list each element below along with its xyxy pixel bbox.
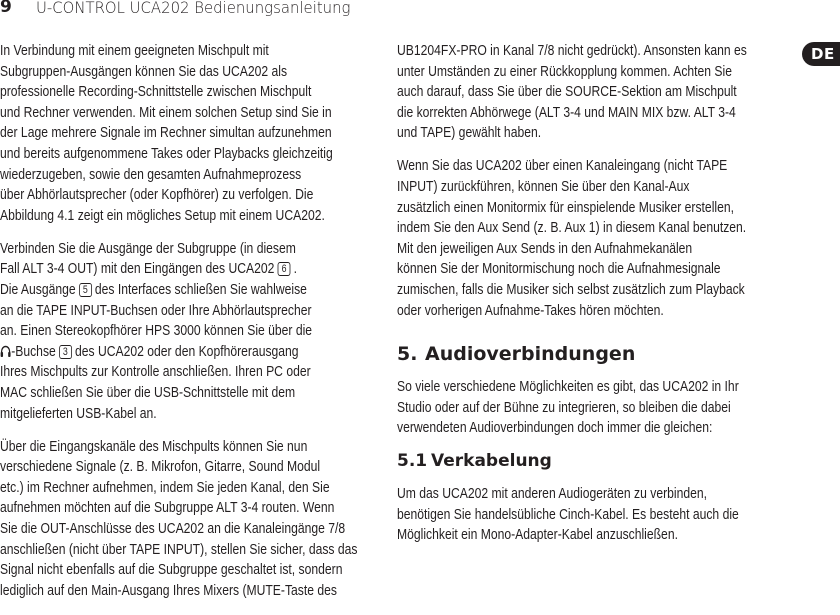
text-line xyxy=(0,259,304,280)
paragraph-setup-intro xyxy=(0,41,380,226)
text-segment: Die Ausgänge xyxy=(0,281,76,299)
text-line: über Abhörlautsprecher (oder Kopfhörer) zu verfolgen. Die xyxy=(0,186,314,204)
text-line: anschließen (nicht über TAPE INPUT), stellen Sie sicher, dass das xyxy=(0,540,358,558)
text-line: an. Einen Stereokopfhörer HPS 3000 können Sie über die xyxy=(0,322,313,340)
text-line: Abbildung 4.1 zeigt ein mögliches Setup mit einem UCA202. xyxy=(0,206,325,224)
text-line xyxy=(0,342,304,363)
text-line: können Sie der Monitormischung noch die Aufnahmesignale xyxy=(397,260,721,278)
reference-number-5: 5 xyxy=(79,283,92,297)
text-line: indem Sie den Aux Send (z. B. Aux 1) in diesem Kanal benutzen. xyxy=(397,219,747,237)
reference-number-3: 3 xyxy=(59,345,72,359)
text-line: Subgruppen-Ausgängen können Sie das UCA202 als xyxy=(0,62,288,80)
text-line: unter Umständen zu einer Rückkopplung kommen. Achten Sie xyxy=(397,62,732,80)
section-number: 5. xyxy=(397,343,418,366)
text-segment: . xyxy=(293,260,297,278)
text-segment: Fall ALT 3-4 OUT) mit den Eingängen des UCA202 xyxy=(0,260,275,278)
text-line: Um das UCA202 mit anderen Audiogeräten zu verbinden, xyxy=(397,485,708,502)
reference-number-6: 6 xyxy=(278,262,291,276)
paragraph-gap xyxy=(0,226,380,239)
subsection-number: 5.1 xyxy=(397,451,428,471)
subsection-title: Verkabelung xyxy=(431,451,552,471)
paragraph-monitor-mix xyxy=(397,156,777,321)
text-line: lediglich auf den Main-Ausgang Ihres Mixers (MUTE-Taste des xyxy=(0,581,337,599)
text-line: In Verbindung mit einem geeigneten Mischpult mit xyxy=(0,42,269,59)
text-line: Wenn Sie das UCA202 über einen Kanaleingang (nicht TAPE xyxy=(397,157,728,175)
text-line: auch darauf, dass Sie über die SOURCE-Sektion am Mischpult xyxy=(397,83,737,101)
section-title: Audioverbindungen xyxy=(425,343,636,366)
paragraph-cabling xyxy=(397,484,777,546)
text-line: Ihres Mischpults zur Kontrolle anschließen. Ihren PC oder xyxy=(0,363,311,381)
text-line: wiederzugeben, sowie den gesamten Aufnahmeprozess xyxy=(0,165,302,183)
paragraph-recording xyxy=(0,437,380,602)
subsection-heading-verkabelung xyxy=(397,449,777,473)
right-column xyxy=(397,41,777,546)
paragraph-connections xyxy=(0,239,380,424)
section-gap xyxy=(397,321,777,339)
text-segment: des UCA202 oder den Kopfhörerausgang xyxy=(74,342,299,360)
page-number: 9 xyxy=(0,0,12,17)
text-segment: des Interfaces schließen Sie wahlweise xyxy=(94,281,307,299)
text-line: und TAPE) gewählt haben. xyxy=(397,124,542,142)
language-badge: DE xyxy=(802,42,840,66)
text-line: Über die Eingangskanäle des Mischpults können Sie nun xyxy=(0,437,308,455)
text-line: Studio oder auf der Bühne zu integrieren, so bleiben die dabei xyxy=(397,398,731,416)
paragraph-gap xyxy=(0,424,380,437)
text-line: Sie die OUT-Anschlüsse des UCA202 an die Kanaleingänge 7/8 xyxy=(0,520,346,538)
text-line: der Lage mehrere Signale im Rechner simultan aufzunehmen xyxy=(0,124,332,142)
text-line: an die TAPE INPUT-Buchsen oder Ihre Abhörlautsprecher xyxy=(0,301,312,319)
text-line: zumischen, falls die Musiker sich selbst zusätzlich zum Playback xyxy=(397,281,745,299)
paragraph-audio-connections xyxy=(397,377,777,439)
text-line: UB1204FX-PRO in Kanal 7/8 nicht gedrückt). Ansonsten kann es xyxy=(397,42,747,59)
text-line: etc.) im Rechner aufnehmen, indem Sie jeden Kanal, den Sie xyxy=(0,478,330,496)
left-column xyxy=(0,41,380,601)
text-line: benötigen Sie handelsübliche Cinch-Kabel. Es besteht auch die xyxy=(397,505,739,523)
text-line: aufnehmen möchten auf die Subgruppe ALT 3-4 routen. Wenn xyxy=(0,499,335,517)
document-title: U-CONTROL UCA202 Bedienungsanleitung xyxy=(36,0,351,17)
text-line: Mit den jeweiligen Aux Sends in den Aufnahmekanälen xyxy=(397,239,693,257)
paragraph-feedback-warning xyxy=(397,41,777,144)
headphones-icon xyxy=(0,345,11,357)
text-line: und Rechner verwenden. Mit einem solchen Setup sind Sie in xyxy=(0,103,332,121)
text-line: Verbinden Sie die Ausgänge der Subgruppe (in diesem xyxy=(0,239,296,257)
text-line: verwendeten Audioverbindungen doch immer die gleichen: xyxy=(397,419,713,437)
section-gap xyxy=(397,439,777,449)
text-line xyxy=(0,280,307,301)
text-line: oder vorherigen Aufnahme-Takes hören möchten. xyxy=(397,301,664,319)
heading-gap xyxy=(397,367,777,377)
text-line: So viele verschiedene Möglichkeiten es gibt, das UCA202 in Ihr xyxy=(397,378,739,396)
text-line: verschiedene Signale (z. B. Mikrofon, Gitarre, Sound Modul xyxy=(0,458,321,476)
section-heading-audioverbindungen xyxy=(397,341,777,367)
text-line: MAC schließen Sie über die USB-Schnittstelle mit dem xyxy=(0,384,296,401)
text-line: professionelle Recording-Schnittstelle zwischen Mischpult xyxy=(0,83,312,101)
text-segment: -Buchse xyxy=(11,342,56,360)
text-line: mitgelieferten USB-Kabel an. xyxy=(0,404,157,422)
text-line: die korrekten Abhörwege (ALT 3-4 und MAIN MIX bzw. ALT 3-4 xyxy=(397,103,736,121)
heading-gap xyxy=(397,473,777,484)
text-line: INPUT) zurückführen, können Sie über den Kanal-Aux xyxy=(397,178,690,196)
text-line: und bereits aufgenommene Takes oder Playbacks gleichzeitig xyxy=(0,144,333,162)
text-line: Möglichkeit ein Mono-Adapter-Kabel anzuschließen. xyxy=(397,526,678,544)
text-line: zusätzlich einen Monitormix für einspielende Musiker erstellen, xyxy=(397,198,734,216)
paragraph-gap xyxy=(397,144,777,157)
text-line: Signal nicht ebenfalls auf die Subgruppe geschaltet ist, sondern xyxy=(0,561,343,579)
